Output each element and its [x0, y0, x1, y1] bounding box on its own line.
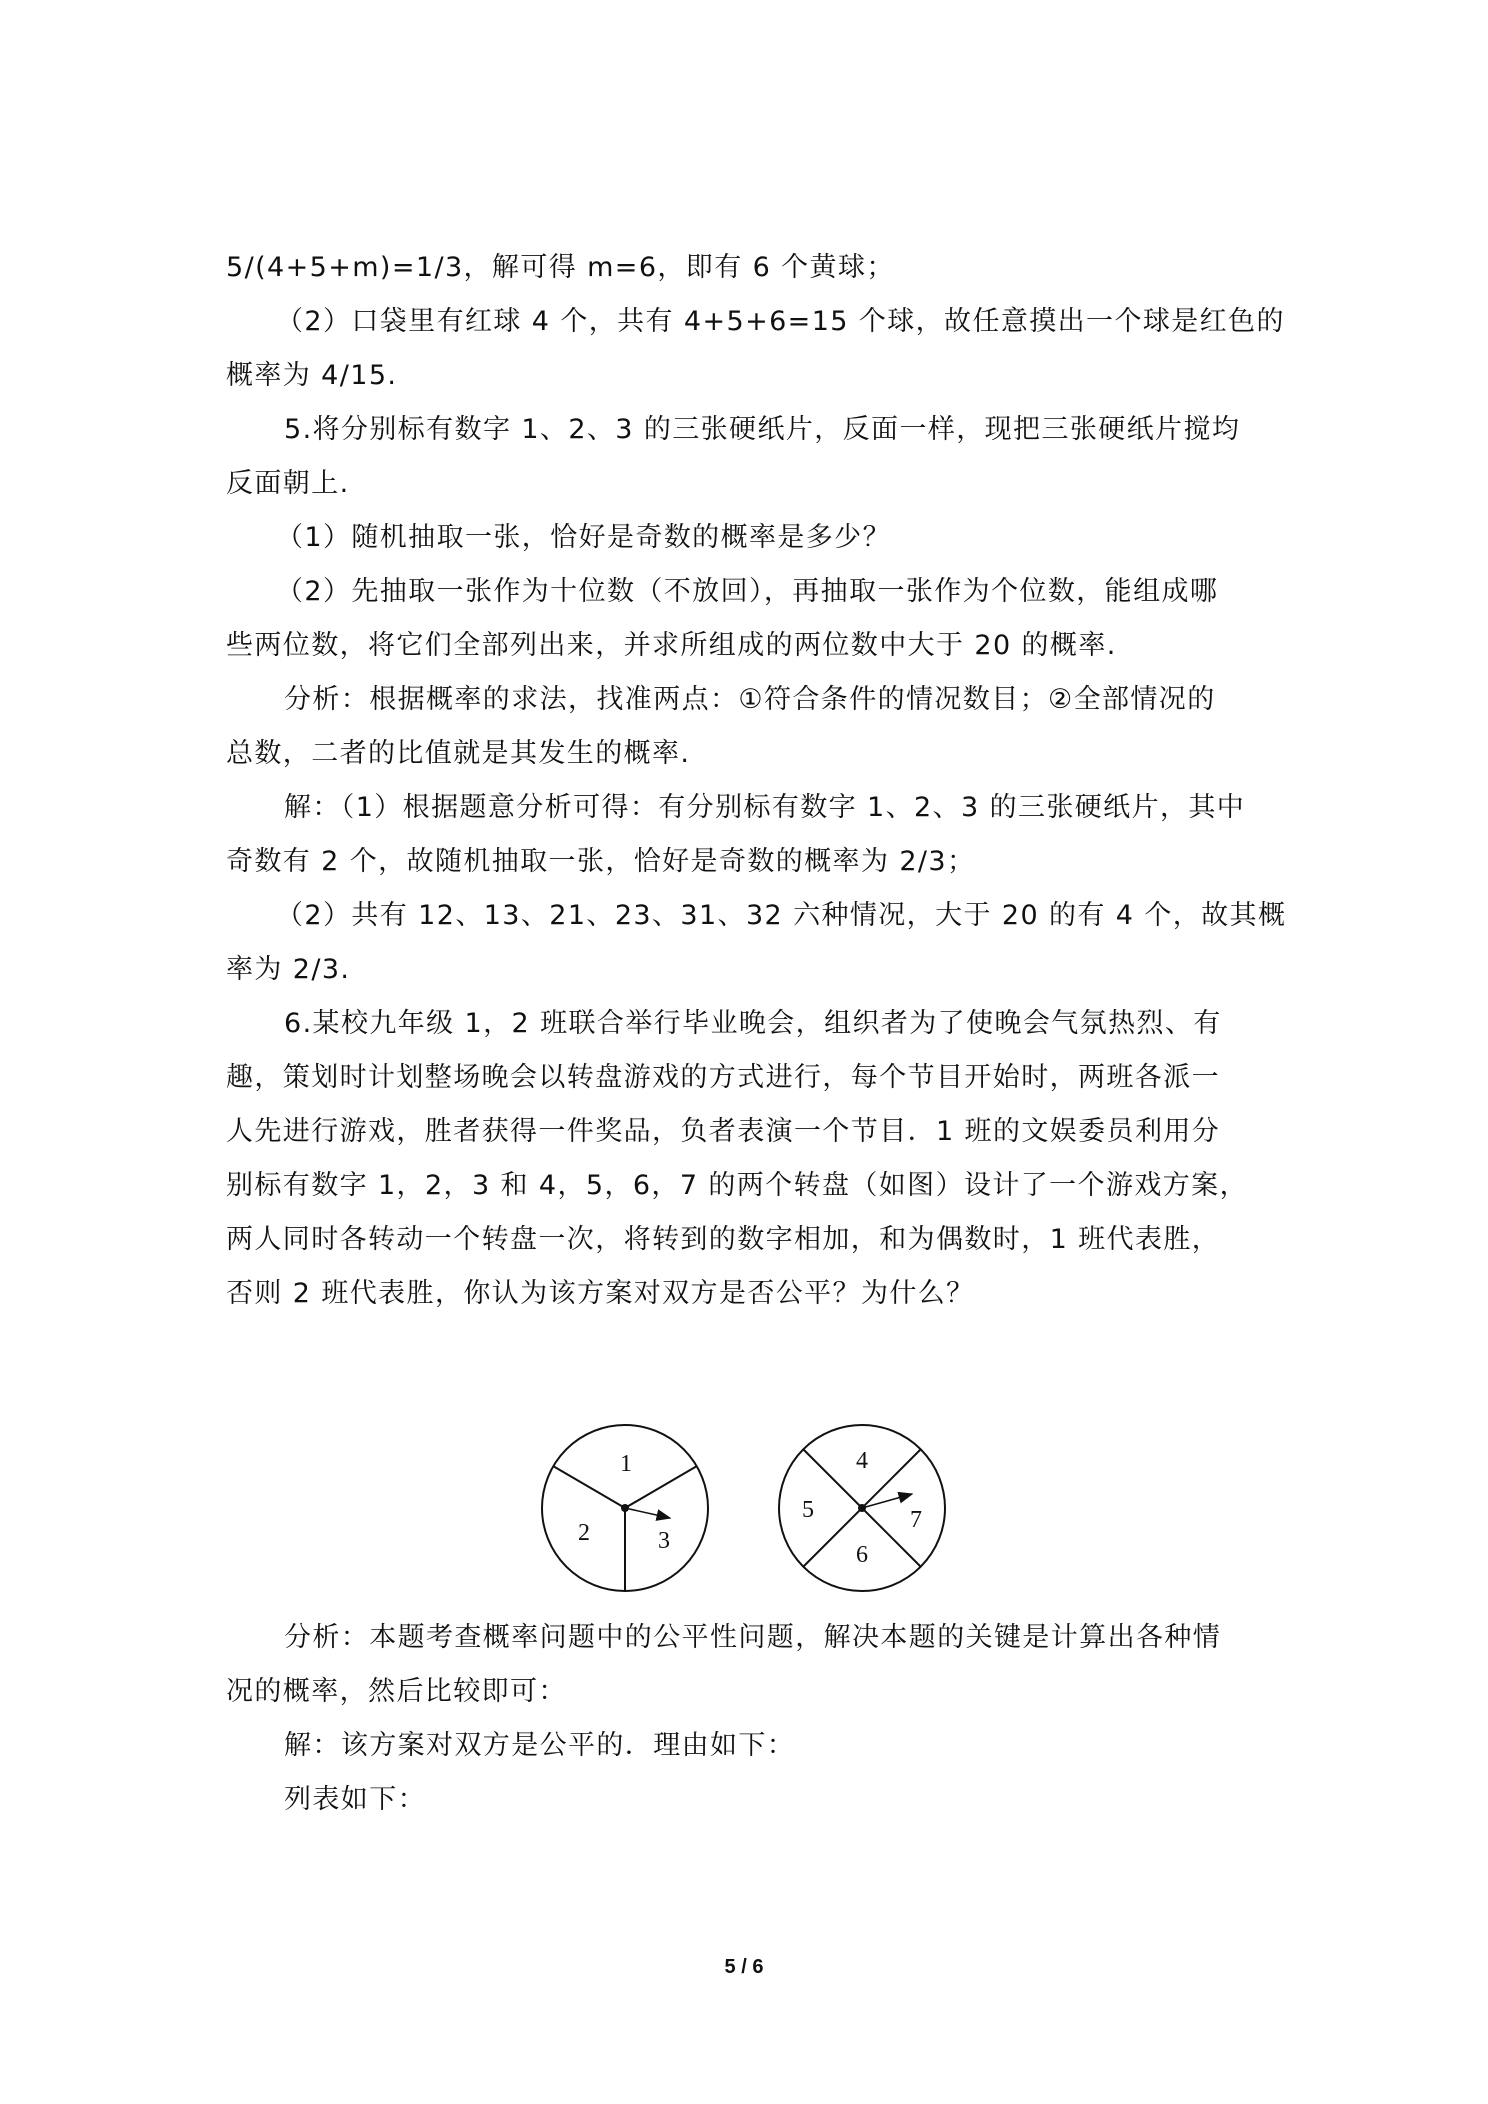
solution-line: 解：（1）根据题意分析可得：有分别标有数字 1、2、3 的三张硬纸片，其中 [284, 792, 1246, 823]
spinner-a-label-3: 3 [658, 1528, 670, 1554]
spinner-b-label-7: 7 [910, 1507, 922, 1533]
question-5-part-1: （1）随机抽取一张，恰好是奇数的概率是多少？ [276, 522, 891, 553]
question-5-line: 反面朝上. [226, 468, 350, 499]
spinner-a-label-2: 2 [578, 1520, 590, 1546]
solution-line: 率为 2/3. [226, 954, 351, 985]
question-5-line: 5.将分别标有数字 1、2、3 的三张硬纸片，反面一样，现把三张硬纸片搅均 [284, 414, 1241, 445]
solution-line: 奇数有 2 个，故随机抽取一张，恰好是奇数的概率为 2/3； [226, 846, 976, 877]
question-6-line: 人先进行游戏，胜者获得一件奖品，负者表演一个节目．1 班的文娱委员利用分 [226, 1116, 1221, 1147]
solution-line: 列表如下： [284, 1784, 426, 1815]
spinner-b-label-4: 4 [856, 1448, 868, 1474]
analysis-line: 分析：本题考查概率问题中的公平性问题，解决本题的关键是计算出各种情 [284, 1622, 1222, 1653]
analysis-line: 总数，二者的比值就是其发生的概率. [226, 738, 691, 769]
text-line: 5/(4+5+m)=1/3，解可得 m=6，即有 6 个黄球； [226, 252, 895, 283]
question-6-line: 两人同时各转动一个转盘一次，将转到的数字相加，和为偶数时，1 班代表胜， [226, 1224, 1221, 1255]
spinner-a [542, 1425, 708, 1591]
spinner-a-label-1: 1 [620, 1451, 632, 1477]
analysis-line: 分析：根据概率的求法，找准两点：①符合条件的情况数目；②全部情况的 [284, 684, 1216, 715]
question-6-line: 6.某校九年级 1，2 班联合举行毕业晚会，组织者为了使晚会气氛热烈、有 [284, 1008, 1222, 1039]
question-6-line: 趣，策划时计划整场晚会以转盘游戏的方式进行，每个节目开始时，两班各派一 [226, 1062, 1220, 1093]
spinners-diagram [540, 1416, 960, 1601]
text-line: 概率为 4/15. [226, 360, 398, 391]
solution-line: （2）共有 12、13、21、23、31、32 六种情况，大于 20 的有 4 个，故其概 [276, 900, 1287, 931]
question-6-line: 否则 2 班代表胜，你认为该方案对双方是否公平？为什么？ [226, 1278, 975, 1309]
question-6-line: 别标有数字 1，2，3 和 4，5，6，7 的两个转盘（如图）设计了一个游戏方案， [226, 1170, 1248, 1201]
question-5-part-2: （2）先抽取一张作为十位数（不放回），再抽取一张作为个位数，能组成哪 [276, 576, 1219, 607]
question-5-part-2: 些两位数，将它们全部列出来，并求所组成的两位数中大于 20 的概率. [226, 630, 1117, 661]
analysis-line: 况的概率，然后比较即可： [226, 1676, 567, 1707]
arrow-icon [625, 1508, 670, 1518]
text-line: （2）口袋里有红球 4 个，共有 4+5+6=15 个球，故任意摸出一个球是红色的 [276, 306, 1285, 337]
spinner-b-label-6: 6 [856, 1542, 868, 1568]
page-number: 5 / 6 [724, 1956, 764, 1978]
solution-line: 解：该方案对双方是公平的．理由如下： [284, 1730, 796, 1761]
spinner-b-label-5: 5 [802, 1497, 814, 1523]
spinner-b [779, 1425, 945, 1591]
spinner-figure [540, 1416, 960, 1601]
